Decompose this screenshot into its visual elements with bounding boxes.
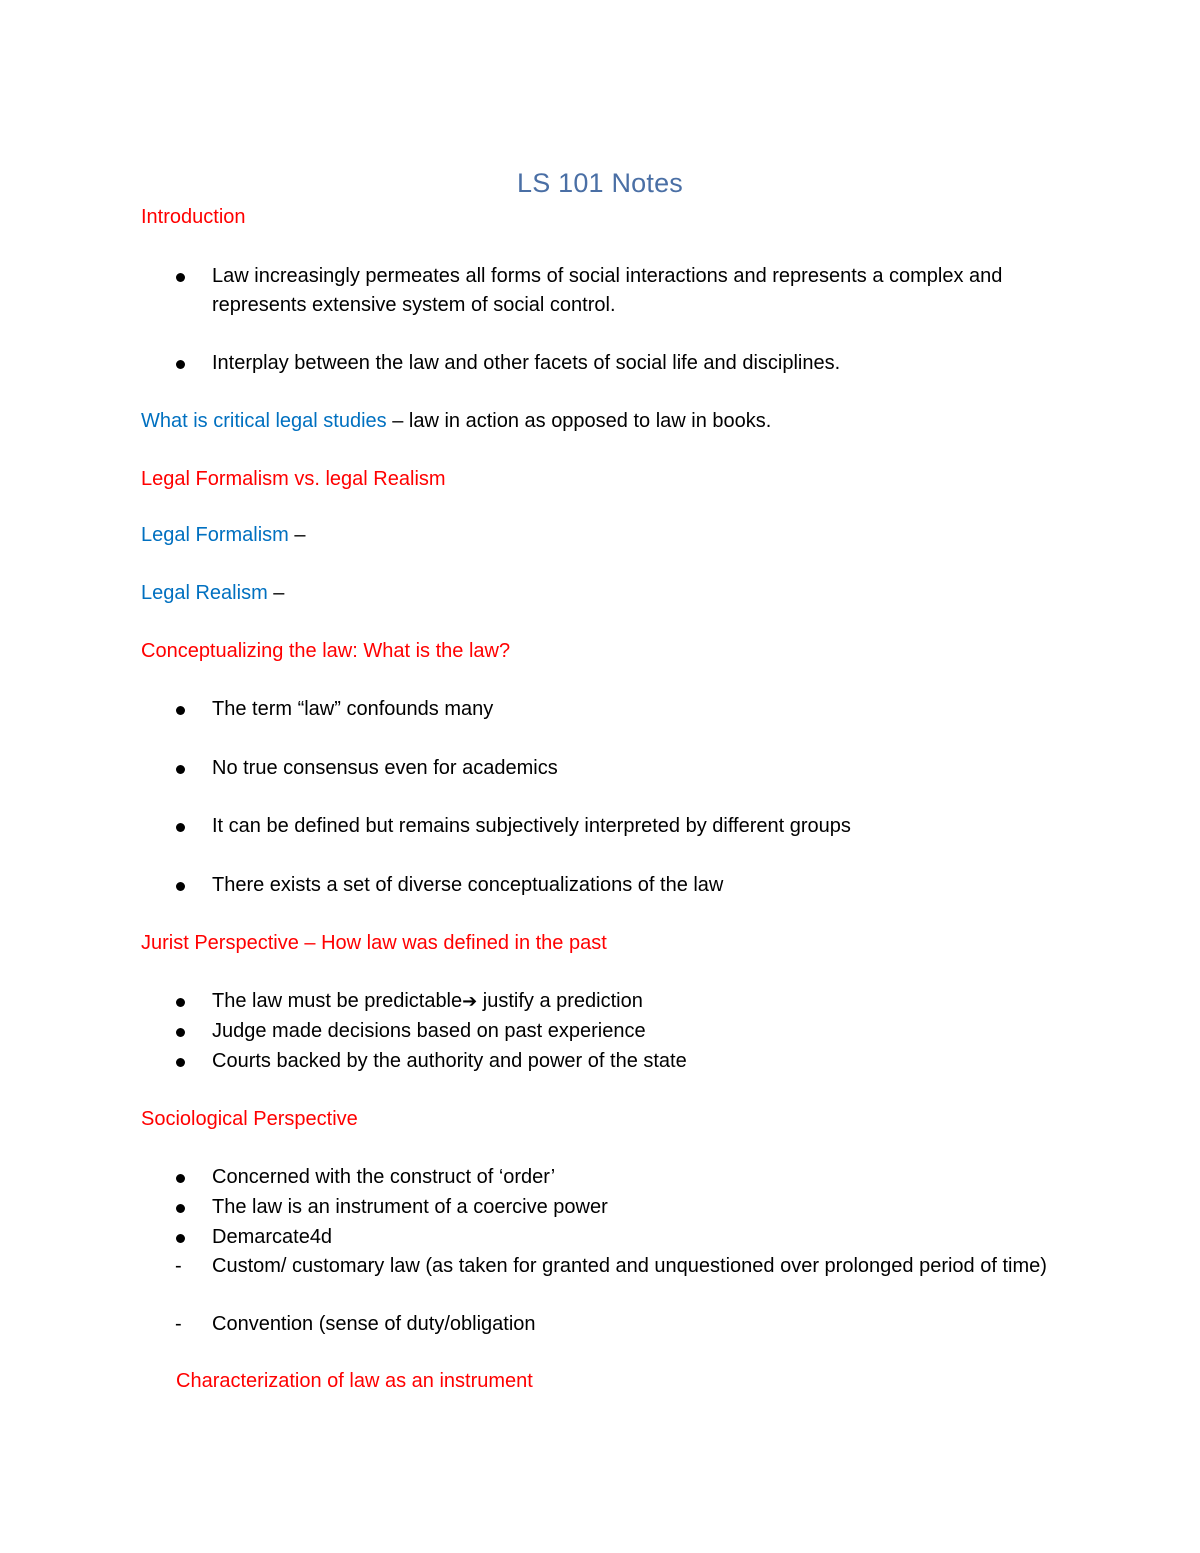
heading-introduction: Introduction <box>141 206 246 228</box>
list-item-text: Custom/ customary law (as taken for granted and unquestioned over prolonged period of time) <box>212 1255 1047 1277</box>
list-item <box>141 695 1061 724</box>
bullet-icon <box>176 360 185 369</box>
right-arrow-icon: ➔ <box>462 991 478 1012</box>
paragraph-legal-formalism <box>141 521 306 550</box>
bullet-icon <box>176 1204 185 1213</box>
bullet-icon <box>176 1058 185 1067</box>
bullet-icon <box>176 706 185 715</box>
dash-marker: - <box>175 1313 182 1335</box>
critical-legal-studies-text: – law in action as opposed to law in books. <box>386 410 772 432</box>
list-item-text: Demarcate4d <box>212 1226 333 1248</box>
list-item <box>141 987 1061 1016</box>
heading-legal-formalism: Legal Formalism <box>141 524 289 546</box>
bullet-icon <box>176 998 185 1007</box>
legal-formalism-dash: – <box>288 524 306 546</box>
list-item <box>141 754 1061 783</box>
list-item-text: Interplay between the law and other facets of social life and disciplines. <box>212 352 841 374</box>
bullet-icon <box>176 1234 185 1243</box>
bullet-icon <box>176 1028 185 1037</box>
list-item-text-part: justify a prediction <box>477 990 643 1012</box>
list-item <box>141 1223 1061 1252</box>
page-title: LS 101 Notes <box>516 168 683 198</box>
list-item-text: There exists a set of diverse conceptualizations of the law <box>212 874 724 896</box>
list-item-text <box>212 987 1061 1016</box>
list-item-text: Law increasingly permeates all forms of social interactions and represents a complex and represents extensive system of social control. <box>212 265 1003 316</box>
bullet-icon <box>176 1174 185 1183</box>
list-item-text: It can be defined but remains subjectively interpreted by different groups <box>212 815 851 837</box>
list-item-text: Convention (sense of duty/obligation <box>212 1313 536 1335</box>
legal-realism-dash: – <box>267 582 285 604</box>
bullet-icon <box>176 882 185 891</box>
list-item-text: Concerned with the construct of ‘order’ <box>212 1166 556 1188</box>
bullet-icon <box>176 273 185 282</box>
list-item-text: No true consensus even for academics <box>212 757 558 779</box>
list-item <box>141 1163 1061 1192</box>
paragraph-critical-legal-studies <box>141 407 771 436</box>
heading-conceptualizing-the-law: Conceptualizing the law: What is the law? <box>141 640 511 662</box>
list-item <box>141 1047 1061 1076</box>
dash-marker: - <box>175 1255 182 1277</box>
list-item <box>141 871 1061 900</box>
list-item-text: Judge made decisions based on past experience <box>212 1020 646 1042</box>
bullet-icon <box>176 823 185 832</box>
heading-jurist-perspective: Jurist Perspective – How law was defined in the past <box>141 932 607 954</box>
heading-characterization: Characterization of law as an instrument <box>176 1370 533 1392</box>
list-item <box>141 1310 1061 1339</box>
list-item <box>141 1193 1061 1222</box>
heading-sociological-perspective: Sociological Perspective <box>141 1108 358 1130</box>
list-item <box>141 262 1061 320</box>
heading-legal-realism: Legal Realism <box>141 582 268 604</box>
list-item <box>141 349 1061 378</box>
bullet-icon <box>176 765 185 774</box>
paragraph-legal-realism <box>141 579 284 608</box>
heading-formalism-vs-realism: Legal Formalism vs. legal Realism <box>141 468 446 490</box>
list-item <box>141 812 1061 841</box>
list-item-text: The law is an instrument of a coercive power <box>212 1196 608 1218</box>
heading-critical-legal-studies: What is critical legal studies <box>141 410 387 432</box>
list-item-text: Courts backed by the authority and power of the state <box>212 1050 687 1072</box>
list-item <box>141 1252 1061 1281</box>
list-item-text: The term “law” confounds many <box>212 698 494 720</box>
list-item-text-part: The law must be predictable <box>212 990 463 1012</box>
list-item <box>141 1017 1061 1046</box>
